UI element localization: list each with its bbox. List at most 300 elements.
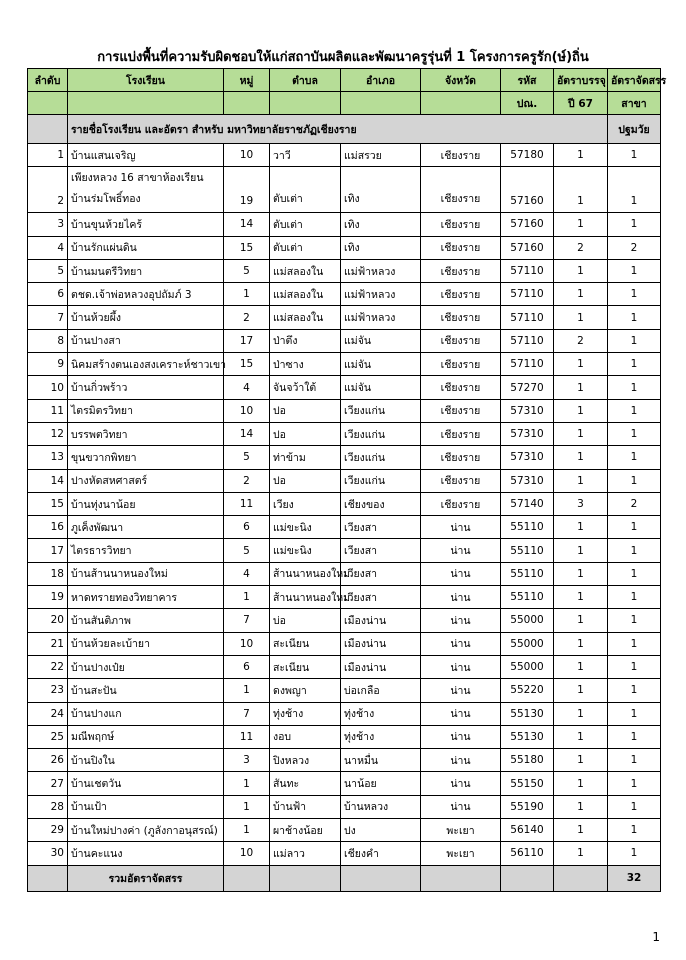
- quota-67: 1: [554, 399, 608, 422]
- header2-school: [68, 92, 224, 115]
- quota-67: 1: [554, 679, 608, 702]
- province: เชียงราย: [421, 259, 501, 282]
- school-name: บ้านสันติภาพ: [68, 609, 224, 632]
- allocation: 1: [608, 306, 661, 329]
- table-row: [28, 259, 661, 282]
- quota-67: 2: [554, 236, 608, 259]
- school-name: บ้านใหม่ปางค่า (ภูลังกาอนุสรณ์): [68, 819, 224, 842]
- quota-67: 1: [554, 749, 608, 772]
- province: พะเยา: [421, 819, 501, 842]
- postal-code: 57310: [501, 469, 554, 492]
- table-row: [28, 329, 661, 352]
- postal-code: 57160: [501, 213, 554, 236]
- tambon: แม่ขะนิง: [270, 539, 341, 562]
- quota-67: 1: [554, 213, 608, 236]
- province: เชียงราย: [421, 446, 501, 469]
- amphoe: เวียงแก่น: [341, 469, 421, 492]
- school-name: บรรพตวิทยา: [68, 422, 224, 445]
- moo: 5: [224, 446, 270, 469]
- row-number: 26: [28, 749, 68, 772]
- tambon: ป่าตึง: [270, 329, 341, 352]
- postal-code: 57140: [501, 492, 554, 515]
- moo: 15: [224, 236, 270, 259]
- tambon: ท่าข้าม: [270, 446, 341, 469]
- allocation: 1: [608, 632, 661, 655]
- province: เชียงราย: [421, 213, 501, 236]
- header-school: โรงเรียน: [68, 69, 224, 92]
- school-name: บ้านเชตวัน: [68, 772, 224, 795]
- moo: 11: [224, 725, 270, 748]
- total-row: [28, 865, 661, 891]
- row-number: 2: [28, 167, 68, 213]
- quota-67: 1: [554, 259, 608, 282]
- tambon: แม่สลองใน: [270, 306, 341, 329]
- moo: 14: [224, 422, 270, 445]
- section-row: [28, 115, 661, 144]
- moo: 1: [224, 819, 270, 842]
- postal-code: 55180: [501, 749, 554, 772]
- province: เชียงราย: [421, 306, 501, 329]
- tambon: แม่สลองใน: [270, 259, 341, 282]
- tambon: สะเนียน: [270, 632, 341, 655]
- allocation: 1: [608, 399, 661, 422]
- amphoe: เมืองน่าน: [341, 609, 421, 632]
- postal-code: 57310: [501, 446, 554, 469]
- header2-moo: [224, 92, 270, 115]
- province: เชียงราย: [421, 144, 501, 167]
- tambon: ส้านนาหนองใหม่: [270, 586, 341, 609]
- row-number: 19: [28, 586, 68, 609]
- school-name-line1: เพียงหลวง 16 สาขาห้องเรียน: [71, 172, 204, 185]
- amphoe: เวียงสา: [341, 562, 421, 585]
- allocation: 1: [608, 819, 661, 842]
- quota-67: 1: [554, 422, 608, 445]
- moo: 4: [224, 562, 270, 585]
- allocation: 1: [608, 167, 661, 213]
- header2-alloc: สาขา: [608, 92, 661, 115]
- moo: 14: [224, 213, 270, 236]
- table-row: [28, 144, 661, 167]
- quota-67: 1: [554, 586, 608, 609]
- school-name: บ้านห้วยผึ้ง: [68, 306, 224, 329]
- postal-code: 57110: [501, 353, 554, 376]
- section-label: รายชื่อโรงเรียน และอัตรา สำหรับ มหาวิทยาลัยราชภัฏเชียงราย: [68, 115, 608, 144]
- table-row: [28, 772, 661, 795]
- allocation: 2: [608, 492, 661, 515]
- table-row: [28, 399, 661, 422]
- amphoe: เชียงของ: [341, 492, 421, 515]
- postal-code: 55000: [501, 609, 554, 632]
- allocation: 1: [608, 749, 661, 772]
- allocation: 1: [608, 259, 661, 282]
- province: น่าน: [421, 539, 501, 562]
- table-row: [28, 586, 661, 609]
- allocation: 1: [608, 422, 661, 445]
- quota-67: 1: [554, 306, 608, 329]
- quota-67: 1: [554, 725, 608, 748]
- table-row: [28, 795, 661, 818]
- province: เชียงราย: [421, 353, 501, 376]
- postal-code: 57110: [501, 306, 554, 329]
- school-name: ตชด.เจ้าพ่อหลวงอุปถัมภ์ 3: [68, 283, 224, 306]
- total-label: รวมอัตราจัดสรร: [68, 865, 224, 891]
- amphoe: นาน้อย: [341, 772, 421, 795]
- postal-code: 55220: [501, 679, 554, 702]
- table-row: [28, 516, 661, 539]
- header-row-1: [28, 69, 661, 92]
- postal-code: 55150: [501, 772, 554, 795]
- school-name: บ้านสะปัน: [68, 679, 224, 702]
- amphoe: เวียงสา: [341, 586, 421, 609]
- tambon: ผาช้างน้อย: [270, 819, 341, 842]
- row-number: 22: [28, 655, 68, 678]
- school-name: นิคมสร้างตนเองสงเคราะห์ชาวเขา: [68, 353, 224, 376]
- table-row: [28, 446, 661, 469]
- tambon: แม่ลาว: [270, 842, 341, 865]
- section-subject: ปฐมวัย: [608, 115, 661, 144]
- school-name: บ้านปางสา: [68, 329, 224, 352]
- allocation: 1: [608, 376, 661, 399]
- postal-code: 57270: [501, 376, 554, 399]
- quota-67: 1: [554, 144, 608, 167]
- table-row: [28, 655, 661, 678]
- tambon: เวียง: [270, 492, 341, 515]
- allocation: 1: [608, 562, 661, 585]
- school-name: บ้านปางแก: [68, 702, 224, 725]
- amphoe: แม่ฟ้าหลวง: [341, 259, 421, 282]
- table-row: [28, 539, 661, 562]
- school-name: ภูเค็งพัฒนา: [68, 516, 224, 539]
- amphoe: เวียงแก่น: [341, 399, 421, 422]
- row-number: 13: [28, 446, 68, 469]
- moo: 10: [224, 144, 270, 167]
- table-row: [28, 283, 661, 306]
- amphoe: เชียงคำ: [341, 842, 421, 865]
- tambon: ดงพญา: [270, 679, 341, 702]
- header2-province: [421, 92, 501, 115]
- document-title: การแบ่งพื้นที่ความรับผิดชอบให้แก่สถาบันผลิตและพัฒนาครูรุ่นที่ 1 โครงการครูรัก(ษ์)ถิ่น: [97, 50, 589, 65]
- amphoe: บ่อเกลือ: [341, 679, 421, 702]
- row-number: 30: [28, 842, 68, 865]
- table-row: [28, 469, 661, 492]
- province: น่าน: [421, 586, 501, 609]
- header-amphoe: อำเภอ: [341, 69, 421, 92]
- row-number: 9: [28, 353, 68, 376]
- amphoe: เวียงสา: [341, 516, 421, 539]
- school-name: บ้านทุ่งนาน้อย: [68, 492, 224, 515]
- header2-zip: ปณ.: [501, 92, 554, 115]
- allocation: 2: [608, 236, 661, 259]
- table-row: [28, 236, 661, 259]
- moo: 4: [224, 376, 270, 399]
- province: น่าน: [421, 749, 501, 772]
- province: เชียงราย: [421, 399, 501, 422]
- header-row-2: [28, 92, 661, 115]
- tambon: งอบ: [270, 725, 341, 748]
- table-row: [28, 842, 661, 865]
- postal-code: 55130: [501, 702, 554, 725]
- tambon: แม่ขะนิง: [270, 516, 341, 539]
- allocation: 1: [608, 516, 661, 539]
- row-number: 23: [28, 679, 68, 702]
- tambon: ตับเต่า: [270, 236, 341, 259]
- postal-code: 55130: [501, 725, 554, 748]
- header2-tambon: [270, 92, 341, 115]
- postal-code: 56140: [501, 819, 554, 842]
- moo: 7: [224, 609, 270, 632]
- tambon: ปิงหลวง: [270, 749, 341, 772]
- province: น่าน: [421, 516, 501, 539]
- quota-67: 1: [554, 446, 608, 469]
- school-name: ขุนขวากพิทยา: [68, 446, 224, 469]
- allocation: 1: [608, 353, 661, 376]
- moo: 1: [224, 795, 270, 818]
- allocation: 1: [608, 702, 661, 725]
- quota-67: 1: [554, 842, 608, 865]
- school-name: บ้านแสนเจริญ: [68, 144, 224, 167]
- moo: 17: [224, 329, 270, 352]
- row-number: 1: [28, 144, 68, 167]
- school-name: บ้านเป้า: [68, 795, 224, 818]
- amphoe: แม่จัน: [341, 353, 421, 376]
- tambon: ปอ: [270, 469, 341, 492]
- school-name: บ้านปิงใน: [68, 749, 224, 772]
- postal-code: 55110: [501, 586, 554, 609]
- school-name: บ้านมนตรีวิทยา: [68, 259, 224, 282]
- amphoe: แม่สรวย: [341, 144, 421, 167]
- amphoe: เวียงแก่น: [341, 446, 421, 469]
- moo: 10: [224, 842, 270, 865]
- table-row: [28, 702, 661, 725]
- province: เชียงราย: [421, 236, 501, 259]
- moo: 3: [224, 749, 270, 772]
- table-row: [28, 819, 661, 842]
- header2-quota: ปี 67: [554, 92, 608, 115]
- amphoe: นาหมื่น: [341, 749, 421, 772]
- table-row: [28, 632, 661, 655]
- province: พะเยา: [421, 842, 501, 865]
- province: น่าน: [421, 772, 501, 795]
- tambon: จันจว้าใต้: [270, 376, 341, 399]
- postal-code: 55110: [501, 516, 554, 539]
- province: น่าน: [421, 632, 501, 655]
- school-name: บ้านคะแนง: [68, 842, 224, 865]
- school-name: บ้านกิ่วพร้าว: [68, 376, 224, 399]
- quota-67: 1: [554, 702, 608, 725]
- postal-code: 55190: [501, 795, 554, 818]
- school-name: ไตรธารวิทยา: [68, 539, 224, 562]
- moo: 1: [224, 772, 270, 795]
- postal-code: 55110: [501, 539, 554, 562]
- moo: 6: [224, 516, 270, 539]
- quota-67: 1: [554, 353, 608, 376]
- row-number: 25: [28, 725, 68, 748]
- header-tambon: ตำบล: [270, 69, 341, 92]
- row-number: 3: [28, 213, 68, 236]
- allocation: 1: [608, 795, 661, 818]
- row-number: 7: [28, 306, 68, 329]
- amphoe: เทิง: [341, 236, 421, 259]
- school-name: บ้านปางเป๋ย: [68, 655, 224, 678]
- moo: 1: [224, 586, 270, 609]
- table-row: [28, 725, 661, 748]
- allocation: 1: [608, 329, 661, 352]
- quota-67: 1: [554, 772, 608, 795]
- school-name: มณีพฤกษ์: [68, 725, 224, 748]
- allocation: 1: [608, 725, 661, 748]
- quota-67: 1: [554, 632, 608, 655]
- quota-67: 1: [554, 609, 608, 632]
- postal-code: 57310: [501, 399, 554, 422]
- allocation: 1: [608, 679, 661, 702]
- postal-code: 55110: [501, 562, 554, 585]
- row-number: 28: [28, 795, 68, 818]
- postal-code: 57160: [501, 236, 554, 259]
- quota-67: 1: [554, 469, 608, 492]
- header-alloc: อัตราจัดสรร: [608, 69, 661, 92]
- row-number: 27: [28, 772, 68, 795]
- province: น่าน: [421, 725, 501, 748]
- province: เชียงราย: [421, 329, 501, 352]
- row-number: 11: [28, 399, 68, 422]
- postal-code: 57110: [501, 283, 554, 306]
- postal-code: 57310: [501, 422, 554, 445]
- row-number: 17: [28, 539, 68, 562]
- school-name: [68, 167, 224, 213]
- amphoe: ทุ่งช้าง: [341, 702, 421, 725]
- quota-67: 3: [554, 492, 608, 515]
- postal-code: 57160: [501, 167, 554, 213]
- table-row: [28, 353, 661, 376]
- amphoe: แม่จัน: [341, 329, 421, 352]
- row-number: 12: [28, 422, 68, 445]
- header-quota: อัตราบรรจุ: [554, 69, 608, 92]
- allocation: 1: [608, 539, 661, 562]
- moo: 2: [224, 469, 270, 492]
- table-row: [28, 167, 661, 213]
- tambon: ป่าซาง: [270, 353, 341, 376]
- quota-67: 1: [554, 376, 608, 399]
- tambon: แม่สลองใน: [270, 283, 341, 306]
- table-row: [28, 679, 661, 702]
- postal-code: 55000: [501, 632, 554, 655]
- total-value: 32: [608, 865, 661, 891]
- allocation: 1: [608, 446, 661, 469]
- province: น่าน: [421, 655, 501, 678]
- amphoe: แม่ฟ้าหลวง: [341, 306, 421, 329]
- allocation: 1: [608, 586, 661, 609]
- tambon: ตับเต่า: [270, 167, 341, 213]
- tambon: บ้านฟ้า: [270, 795, 341, 818]
- table-row: [28, 213, 661, 236]
- row-number: 18: [28, 562, 68, 585]
- row-number: 24: [28, 702, 68, 725]
- moo: 10: [224, 399, 270, 422]
- tambon: ทุ่งช้าง: [270, 702, 341, 725]
- amphoe: แม่จัน: [341, 376, 421, 399]
- moo: 19: [224, 167, 270, 213]
- table-row: [28, 376, 661, 399]
- province: น่าน: [421, 609, 501, 632]
- header-no: ลำดับ: [28, 69, 68, 92]
- school-name-line2: บ้านร่มโพธิ์ทอง: [71, 193, 141, 206]
- amphoe: เวียงแก่น: [341, 422, 421, 445]
- allocation: 1: [608, 609, 661, 632]
- allocation: 1: [608, 144, 661, 167]
- quota-67: 1: [554, 795, 608, 818]
- table-row: [28, 609, 661, 632]
- row-number: 14: [28, 469, 68, 492]
- amphoe: เวียงสา: [341, 539, 421, 562]
- moo: 5: [224, 259, 270, 282]
- postal-code: 57110: [501, 259, 554, 282]
- school-name: บ้านห้วยละเบ้ายา: [68, 632, 224, 655]
- amphoe: เมืองน่าน: [341, 655, 421, 678]
- quota-67: 1: [554, 516, 608, 539]
- province: น่าน: [421, 679, 501, 702]
- moo: 5: [224, 539, 270, 562]
- row-number: 6: [28, 283, 68, 306]
- header-province: จังหวัด: [421, 69, 501, 92]
- province: เชียงราย: [421, 492, 501, 515]
- province: เชียงราย: [421, 422, 501, 445]
- allocation: 1: [608, 655, 661, 678]
- row-number: 21: [28, 632, 68, 655]
- quota-67: 2: [554, 329, 608, 352]
- row-number: 15: [28, 492, 68, 515]
- school-name: บ้านขุนห้วยไคร้: [68, 213, 224, 236]
- tambon: ส้านนาหนองใหม่: [270, 562, 341, 585]
- quota-67: 1: [554, 539, 608, 562]
- amphoe: บ้านหลวง: [341, 795, 421, 818]
- tambon: ตับเต่า: [270, 213, 341, 236]
- quota-67: 1: [554, 167, 608, 213]
- quota-67: 1: [554, 819, 608, 842]
- province: เชียงราย: [421, 283, 501, 306]
- quota-67: 1: [554, 283, 608, 306]
- province: เชียงราย: [421, 167, 501, 213]
- school-name: ไตรมิตรวิทยา: [68, 399, 224, 422]
- table-body: [28, 69, 667, 892]
- school-name: ปางหัดสหศาสตร์: [68, 469, 224, 492]
- province: น่าน: [421, 562, 501, 585]
- amphoe: ปง: [341, 819, 421, 842]
- allocation: 1: [608, 469, 661, 492]
- row-number: 20: [28, 609, 68, 632]
- header-zip: รหัส: [501, 69, 554, 92]
- postal-code: 55000: [501, 655, 554, 678]
- quota-67: 1: [554, 562, 608, 585]
- moo: 7: [224, 702, 270, 725]
- amphoe: เทิง: [341, 213, 421, 236]
- table-row: [28, 749, 661, 772]
- postal-code: 57180: [501, 144, 554, 167]
- school-name: หาดทรายทองวิทยาคาร: [68, 586, 224, 609]
- province: น่าน: [421, 702, 501, 725]
- tambon: ปอ: [270, 422, 341, 445]
- page-number: 1: [652, 930, 660, 944]
- row-number: 5: [28, 259, 68, 282]
- row-number: 8: [28, 329, 68, 352]
- tambon: สันทะ: [270, 772, 341, 795]
- allocation: 1: [608, 283, 661, 306]
- moo: 11: [224, 492, 270, 515]
- row-number: 4: [28, 236, 68, 259]
- tambon: สะเนียน: [270, 655, 341, 678]
- province: เชียงราย: [421, 469, 501, 492]
- header-moo: หมู่: [224, 69, 270, 92]
- moo: 1: [224, 283, 270, 306]
